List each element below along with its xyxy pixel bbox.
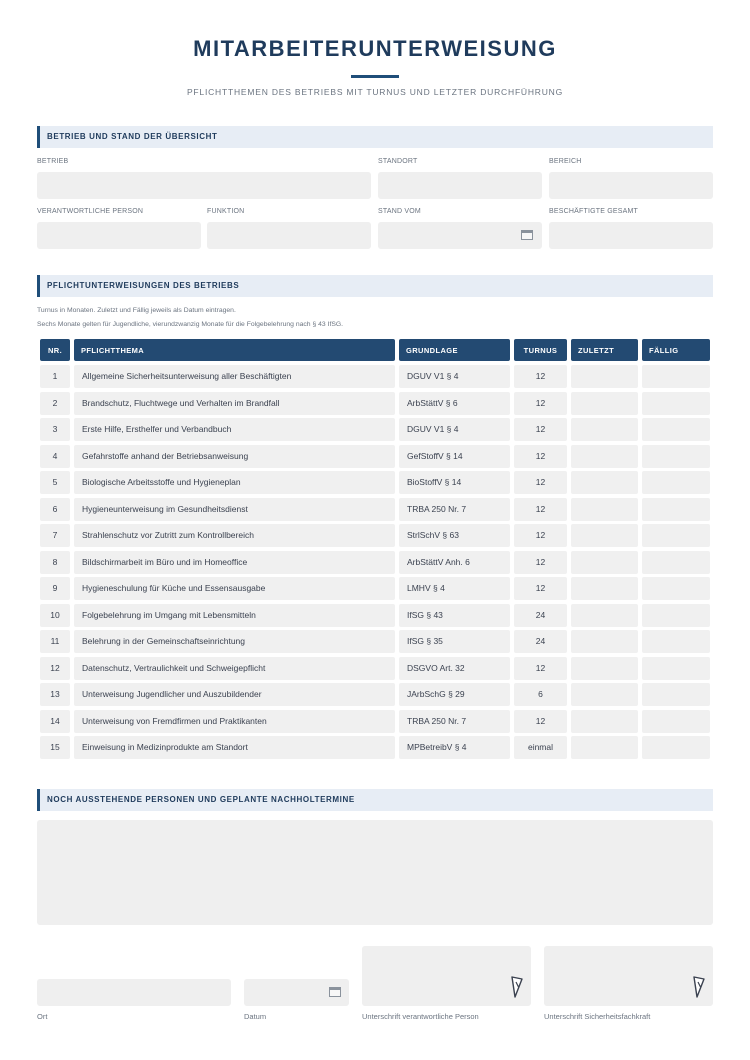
cell-grundlage: IfSG § 35: [399, 630, 510, 653]
cell-turnus: 12: [514, 418, 567, 441]
cell-grundlage: ArbStättV Anh. 6: [399, 551, 510, 574]
cell-nr: 4: [40, 445, 70, 468]
cell-faellig-input[interactable]: [642, 736, 710, 759]
table-hint-1: Turnus in Monaten. Zuletzt und Fällig jeweils als Datum eintragen.: [37, 307, 236, 314]
cell-nr: 7: [40, 524, 70, 547]
cell-zuletzt-input[interactable]: [571, 445, 638, 468]
column-header-grundlage: GRUNDLAGE: [399, 339, 510, 361]
cell-nr: 12: [40, 657, 70, 680]
cell-faellig-input[interactable]: [642, 498, 710, 521]
cell-faellig-input[interactable]: [642, 471, 710, 494]
verantwortliche-label: VERANTWORTLICHE PERSON: [37, 208, 144, 215]
column-header-zuletzt: ZULETZT: [571, 339, 638, 361]
section-title: NOCH AUSSTEHENDE PERSONEN UND GEPLANTE NACHHOLTERMINE: [47, 795, 355, 804]
document-subtitle: PFLICHTTHEMEN DES BETRIEBS MIT TURNUS UND LETZTER DURCHFÜHRUNG: [186, 87, 564, 97]
cell-turnus: 12: [514, 524, 567, 547]
cell-grundlage: ArbStättV § 6: [399, 392, 510, 415]
cell-zuletzt-input[interactable]: [571, 524, 638, 547]
cell-thema: Bildschirmarbeit im Büro und im Homeoffice: [74, 551, 395, 574]
section-header-pflichtunterweisungen: [37, 275, 713, 297]
cell-nr: 10: [40, 604, 70, 627]
section-header-betrieb: [37, 126, 713, 148]
cell-faellig-input[interactable]: [642, 524, 710, 547]
cell-faellig-input[interactable]: [642, 657, 710, 680]
standort-field[interactable]: [378, 172, 542, 199]
cell-grundlage: TRBA 250 Nr. 7: [399, 498, 510, 521]
signature-verantwortliche-box[interactable]: [362, 946, 531, 1006]
calendar-icon[interactable]: [329, 987, 341, 997]
cell-faellig-input[interactable]: [642, 445, 710, 468]
cell-faellig-input[interactable]: [642, 710, 710, 733]
document-title: MITARBEITERUNTERWEISUNG: [193, 36, 557, 61]
signature-verantwortliche-label: Unterschrift verantwortliche Person: [362, 1012, 479, 1021]
cell-grundlage: IfSG § 43: [399, 604, 510, 627]
cell-thema: Brandschutz, Fluchtwege und Verhalten im Brandfall: [74, 392, 395, 415]
cell-faellig-input[interactable]: [642, 630, 710, 653]
pen-icon: [510, 975, 524, 999]
calendar-icon[interactable]: [521, 230, 533, 240]
funktion-field[interactable]: [207, 222, 371, 249]
cell-faellig-input[interactable]: [642, 683, 710, 706]
cell-grundlage: StrlSchV § 63: [399, 524, 510, 547]
cell-zuletzt-input[interactable]: [571, 710, 638, 733]
cell-thema: Unterweisung Jugendlicher und Auszubildender: [74, 683, 395, 706]
cell-nr: 8: [40, 551, 70, 574]
cell-nr: 6: [40, 498, 70, 521]
funktion-label: FUNKTION: [207, 208, 245, 215]
cell-zuletzt-input[interactable]: [571, 471, 638, 494]
cell-zuletzt-input[interactable]: [571, 630, 638, 653]
pen-icon: [692, 975, 706, 999]
cell-faellig-input[interactable]: [642, 392, 710, 415]
cell-turnus: 24: [514, 630, 567, 653]
cell-grundlage: MPBetreibV § 4: [399, 736, 510, 759]
cell-turnus: 12: [514, 551, 567, 574]
cell-thema: Unterweisung von Fremdfirmen und Praktikanten: [74, 710, 395, 733]
section-header-nachholtermine: [37, 789, 713, 811]
cell-nr: 9: [40, 577, 70, 600]
cell-zuletzt-input[interactable]: [571, 736, 638, 759]
cell-turnus: 12: [514, 498, 567, 521]
cell-zuletzt-input[interactable]: [571, 657, 638, 680]
section-title: BETRIEB UND STAND DER ÜBERSICHT: [47, 132, 218, 141]
cell-thema: Hygieneschulung für Küche und Essensausgabe: [74, 577, 395, 600]
cell-faellig-input[interactable]: [642, 577, 710, 600]
cell-turnus: 24: [514, 604, 567, 627]
verantwortliche-field[interactable]: [37, 222, 201, 249]
cell-grundlage: LMHV § 4: [399, 577, 510, 600]
bereich-label: BEREICH: [549, 158, 582, 165]
table-hint-2: Sechs Monate gelten für Jugendliche, vierundzwanzig Monate für die Folgebelehrung nach § 43 IfSG.: [37, 321, 344, 328]
cell-thema: Hygieneunterweisung im Gesundheitsdienst: [74, 498, 395, 521]
cell-thema: Belehrung in der Gemeinschaftseinrichtung: [74, 630, 395, 653]
ort-field[interactable]: [37, 979, 231, 1006]
cell-thema: Datenschutz, Vertraulichkeit und Schweigepflicht: [74, 657, 395, 680]
cell-turnus: 12: [514, 365, 567, 388]
cell-zuletzt-input[interactable]: [571, 577, 638, 600]
standort-label: STANDORT: [378, 158, 418, 165]
cell-zuletzt-input[interactable]: [571, 683, 638, 706]
cell-faellig-input[interactable]: [642, 604, 710, 627]
cell-turnus: 12: [514, 710, 567, 733]
cell-turnus: 12: [514, 577, 567, 600]
cell-grundlage: GefStoffV § 14: [399, 445, 510, 468]
datum-field[interactable]: [244, 979, 349, 1006]
cell-thema: Allgemeine Sicherheitsunterweisung aller Beschäftigten: [74, 365, 395, 388]
cell-nr: 5: [40, 471, 70, 494]
cell-thema: Erste Hilfe, Ersthelfer und Verbandbuch: [74, 418, 395, 441]
signature-sicherheitsfachkraft-box[interactable]: [544, 946, 713, 1006]
cell-zuletzt-input[interactable]: [571, 365, 638, 388]
betrieb-field[interactable]: [37, 172, 371, 199]
cell-turnus: 6: [514, 683, 567, 706]
cell-faellig-input[interactable]: [642, 418, 710, 441]
cell-zuletzt-input[interactable]: [571, 498, 638, 521]
cell-grundlage: TRBA 250 Nr. 7: [399, 710, 510, 733]
cell-thema: Strahlenschutz vor Zutritt zum Kontrollbereich: [74, 524, 395, 547]
cell-turnus: einmal: [514, 736, 567, 759]
beschaeftigte-field[interactable]: [549, 222, 713, 249]
cell-nr: 14: [40, 710, 70, 733]
cell-grundlage: JArbSchG § 29: [399, 683, 510, 706]
cell-nr: 2: [40, 392, 70, 415]
stand-vom-field[interactable]: [378, 222, 542, 249]
cell-nr: 3: [40, 418, 70, 441]
cell-grundlage: DGUV V1 § 4: [399, 418, 510, 441]
cell-zuletzt-input[interactable]: [571, 418, 638, 441]
cell-grundlage: DSGVO Art. 32: [399, 657, 510, 680]
column-header-turnus: TURNUS: [514, 339, 567, 361]
cell-faellig-input[interactable]: [642, 365, 710, 388]
cell-thema: Biologische Arbeitsstoffe und Hygieneplan: [74, 471, 395, 494]
cell-nr: 1: [40, 365, 70, 388]
cell-nr: 15: [40, 736, 70, 759]
bereich-field[interactable]: [549, 172, 713, 199]
section-title: PFLICHTUNTERWEISUNGEN DES BETRIEBS: [47, 281, 240, 290]
cell-nr: 11: [40, 630, 70, 653]
betrieb-label: BETRIEB: [37, 158, 69, 165]
title-divider: [351, 75, 399, 78]
cell-zuletzt-input[interactable]: [571, 551, 638, 574]
signature-sicherheitsfachkraft-label: Unterschrift Sicherheitsfachkraft: [544, 1012, 651, 1021]
cell-turnus: 12: [514, 392, 567, 415]
nachholtermine-notes-field[interactable]: [37, 820, 713, 925]
column-header-thema: PFLICHTTHEMA: [74, 339, 395, 361]
datum-label: Datum: [244, 1012, 267, 1021]
cell-grundlage: DGUV V1 § 4: [399, 365, 510, 388]
column-header-nr: NR.: [40, 339, 70, 361]
cell-thema: Einweisung in Medizinprodukte am Standort: [74, 736, 395, 759]
cell-turnus: 12: [514, 445, 567, 468]
cell-thema: Folgebelehrung im Umgang mit Lebensmitteln: [74, 604, 395, 627]
cell-nr: 13: [40, 683, 70, 706]
beschaeftigte-label: BESCHÄFTIGTE GESAMT: [549, 208, 638, 215]
ort-label: Ort: [37, 1012, 48, 1021]
cell-thema: Gefahrstoffe anhand der Betriebsanweisung: [74, 445, 395, 468]
stand-vom-label: STAND VOM: [378, 208, 421, 215]
cell-grundlage: BioStoffV § 14: [399, 471, 510, 494]
cell-turnus: 12: [514, 471, 567, 494]
cell-zuletzt-input[interactable]: [571, 604, 638, 627]
column-header-faellig: FÄLLIG: [642, 339, 710, 361]
cell-faellig-input[interactable]: [642, 551, 710, 574]
cell-zuletzt-input[interactable]: [571, 392, 638, 415]
cell-turnus: 12: [514, 657, 567, 680]
